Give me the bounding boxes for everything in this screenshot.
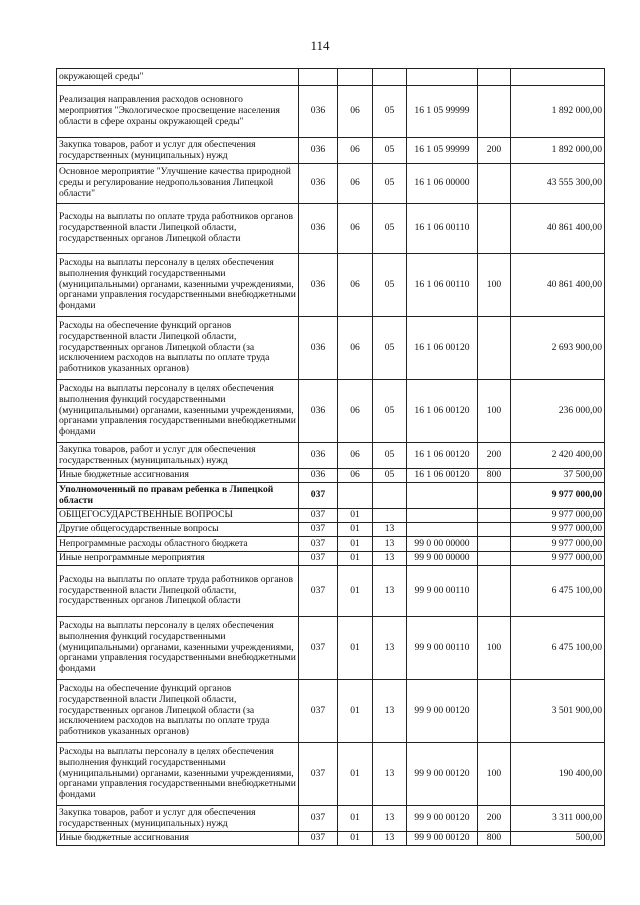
cell-section: 06 — [338, 138, 373, 164]
cell-name: Расходы на обеспечение функций органов государственной власти Липецкой области, государственных органов Липецкой области (за исключением расходов на выплаты по оплате труда работников указанных органов) — [57, 680, 299, 743]
cell-name: Иные бюджетные ассигнования — [57, 469, 299, 483]
cell-sum: 9 977 000,00 — [511, 523, 605, 537]
cell-subsection: 13 — [373, 743, 407, 806]
cell-code: 036 — [299, 469, 338, 483]
cell-name: Расходы на выплаты персоналу в целях обеспечения выполнения функций государственными (муниципальными) органами, казенными учреждениями, органами управления государственными внебюджетными фондами — [57, 617, 299, 680]
cell-subsection: 05 — [373, 138, 407, 164]
cell-section — [338, 483, 373, 509]
table-row — [57, 552, 605, 566]
cell-article: 99 9 00 00110 — [407, 617, 478, 680]
cell-section: 06 — [338, 164, 373, 204]
cell-sum: 190 400,00 — [511, 743, 605, 806]
cell-code: 036 — [299, 204, 338, 254]
cell-expense-type — [478, 566, 511, 617]
cell-article — [407, 483, 478, 509]
cell-expense-type: 800 — [478, 469, 511, 483]
cell-section — [338, 69, 373, 86]
cell-sum: 500,00 — [511, 832, 605, 846]
cell-section: 06 — [338, 204, 373, 254]
cell-article — [407, 523, 478, 537]
cell-sum: 2 420 400,00 — [511, 443, 605, 469]
cell-name: Закупка товаров, работ и услуг для обеспечения государственных (муниципальных) нужд — [57, 443, 299, 469]
cell-subsection — [373, 509, 407, 523]
cell-name: Иные непрограммные мероприятия — [57, 552, 299, 566]
cell-code: 037 — [299, 806, 338, 832]
cell-name: Закупка товаров, работ и услуг для обеспечения государственных (муниципальных) нужд — [57, 806, 299, 832]
cell-expense-type: 200 — [478, 443, 511, 469]
cell-sum: 2 693 900,00 — [511, 317, 605, 380]
cell-code: 037 — [299, 743, 338, 806]
cell-code: 037 — [299, 566, 338, 617]
cell-article: 99 0 00 00000 — [407, 537, 478, 552]
cell-subsection: 13 — [373, 806, 407, 832]
cell-section: 01 — [338, 566, 373, 617]
cell-expense-type — [478, 69, 511, 86]
cell-sum: 1 892 000,00 — [511, 86, 605, 138]
cell-section: 06 — [338, 317, 373, 380]
cell-section: 01 — [338, 743, 373, 806]
cell-code: 036 — [299, 138, 338, 164]
page-number: 114 — [310, 38, 330, 53]
cell-article: 16 1 05 99999 — [407, 138, 478, 164]
table-row — [57, 806, 605, 832]
cell-name: Уполномоченный по правам ребенка в Липецкой области — [57, 483, 299, 509]
cell-code: 037 — [299, 680, 338, 743]
cell-expense-type: 100 — [478, 743, 511, 806]
cell-code: 037 — [299, 537, 338, 552]
cell-name: Расходы на выплаты персоналу в целях обеспечения выполнения функций государственными (муниципальными) органами, казенными учреждениями, органами управления государственными внебюджетными фондами — [57, 380, 299, 443]
cell-subsection — [373, 483, 407, 509]
cell-subsection: 05 — [373, 164, 407, 204]
cell-subsection: 05 — [373, 317, 407, 380]
cell-expense-type — [478, 552, 511, 566]
cell-expense-type: 100 — [478, 254, 511, 317]
cell-code: 036 — [299, 380, 338, 443]
cell-article: 99 9 00 00000 — [407, 552, 478, 566]
cell-article: 99 9 00 00120 — [407, 806, 478, 832]
table-row — [57, 537, 605, 552]
cell-expense-type — [478, 483, 511, 509]
cell-section: 01 — [338, 552, 373, 566]
table-row — [57, 680, 605, 743]
cell-sum — [511, 69, 605, 86]
cell-expense-type: 200 — [478, 806, 511, 832]
cell-code: 037 — [299, 509, 338, 523]
cell-section: 06 — [338, 380, 373, 443]
cell-name: Другие общегосударственные вопросы — [57, 523, 299, 537]
cell-subsection: 05 — [373, 254, 407, 317]
cell-section: 06 — [338, 254, 373, 317]
cell-subsection: 13 — [373, 566, 407, 617]
cell-subsection: 05 — [373, 86, 407, 138]
cell-subsection: 13 — [373, 680, 407, 743]
table-row — [57, 443, 605, 469]
cell-article: 16 1 05 99999 — [407, 86, 478, 138]
cell-subsection: 13 — [373, 537, 407, 552]
table-row — [57, 523, 605, 537]
table-row — [57, 254, 605, 317]
cell-expense-type — [478, 537, 511, 552]
cell-expense-type — [478, 317, 511, 380]
cell-sum: 1 892 000,00 — [511, 138, 605, 164]
cell-article: 16 1 06 00120 — [407, 469, 478, 483]
cell-expense-type — [478, 204, 511, 254]
cell-code: 037 — [299, 617, 338, 680]
cell-name: Реализация направления расходов основного мероприятия "Экологическое просвещение населения области в сфере охраны окружающей среды" — [57, 86, 299, 138]
cell-code: 037 — [299, 832, 338, 846]
cell-expense-type: 200 — [478, 138, 511, 164]
table-row — [57, 317, 605, 380]
cell-code: 037 — [299, 483, 338, 509]
cell-code: 036 — [299, 254, 338, 317]
table-row — [57, 483, 605, 509]
cell-sum: 3 311 000,00 — [511, 806, 605, 832]
cell-code: 036 — [299, 86, 338, 138]
cell-expense-type — [478, 164, 511, 204]
cell-sum: 9 977 000,00 — [511, 509, 605, 523]
cell-name: Закупка товаров, работ и услуг для обеспечения государственных (муниципальных) нужд — [57, 138, 299, 164]
cell-code: 037 — [299, 552, 338, 566]
cell-section: 06 — [338, 469, 373, 483]
table-row — [57, 380, 605, 443]
cell-sum: 6 475 100,00 — [511, 566, 605, 617]
cell-code: 036 — [299, 443, 338, 469]
cell-section: 06 — [338, 86, 373, 138]
cell-name: Иные бюджетные ассигнования — [57, 832, 299, 846]
cell-article — [407, 509, 478, 523]
cell-section: 01 — [338, 509, 373, 523]
cell-name: Непрограммные расходы областного бюджета — [57, 537, 299, 552]
budget-table — [56, 68, 605, 846]
cell-sum: 9 977 000,00 — [511, 552, 605, 566]
cell-section: 06 — [338, 443, 373, 469]
cell-code: 036 — [299, 164, 338, 204]
cell-name: Расходы на выплаты персоналу в целях обеспечения выполнения функций государственными (муниципальными) органами, казенными учреждениями, органами управления государственными внебюджетными фондами — [57, 254, 299, 317]
cell-name: окружающей среды" — [57, 69, 299, 86]
cell-subsection: 13 — [373, 832, 407, 846]
cell-sum: 43 555 300,00 — [511, 164, 605, 204]
cell-sum: 6 475 100,00 — [511, 617, 605, 680]
cell-expense-type — [478, 86, 511, 138]
table-row — [57, 566, 605, 617]
cell-section: 01 — [338, 832, 373, 846]
table-row — [57, 86, 605, 138]
cell-expense-type: 100 — [478, 380, 511, 443]
cell-subsection — [373, 69, 407, 86]
cell-subsection: 13 — [373, 617, 407, 680]
table-row — [57, 509, 605, 523]
cell-code — [299, 69, 338, 86]
cell-expense-type — [478, 523, 511, 537]
cell-article: 99 9 00 00110 — [407, 566, 478, 617]
cell-name: Расходы на выплаты по оплате труда работников органов государственной власти Липецкой области, государственных органов Липецкой области — [57, 566, 299, 617]
cell-sum: 37 500,00 — [511, 469, 605, 483]
cell-article: 16 1 06 00110 — [407, 204, 478, 254]
cell-expense-type — [478, 509, 511, 523]
cell-name: Расходы на выплаты персоналу в целях обеспечения выполнения функций государственными (муниципальными) органами, казенными учреждениями, органами управления государственными внебюджетными фондами — [57, 743, 299, 806]
table-row — [57, 138, 605, 164]
cell-sum: 3 501 900,00 — [511, 680, 605, 743]
table-row — [57, 69, 605, 86]
table-row — [57, 204, 605, 254]
cell-section: 01 — [338, 806, 373, 832]
cell-expense-type — [478, 680, 511, 743]
table-row — [57, 164, 605, 204]
table-body — [57, 69, 605, 846]
cell-subsection: 05 — [373, 443, 407, 469]
cell-sum: 236 000,00 — [511, 380, 605, 443]
cell-expense-type: 800 — [478, 832, 511, 846]
table-row — [57, 832, 605, 846]
cell-article: 99 9 00 00120 — [407, 680, 478, 743]
cell-article: 16 1 06 00110 — [407, 254, 478, 317]
cell-sum: 9 977 000,00 — [511, 537, 605, 552]
cell-expense-type: 100 — [478, 617, 511, 680]
cell-article: 16 1 06 00120 — [407, 380, 478, 443]
cell-name: ОБЩЕГОСУДАРСТВЕННЫЕ ВОПРОСЫ — [57, 509, 299, 523]
table-row — [57, 743, 605, 806]
cell-code: 036 — [299, 317, 338, 380]
cell-subsection: 13 — [373, 552, 407, 566]
cell-subsection: 05 — [373, 204, 407, 254]
cell-name: Расходы на обеспечение функций органов государственной власти Липецкой области, государственных органов Липецкой области (за исключением расходов на выплаты по оплате труда работников указанных органов) — [57, 317, 299, 380]
cell-section: 01 — [338, 523, 373, 537]
cell-article — [407, 69, 478, 86]
cell-section: 01 — [338, 617, 373, 680]
cell-name: Расходы на выплаты по оплате труда работников органов государственной власти Липецкой области, государственных органов Липецкой области — [57, 204, 299, 254]
cell-article: 16 1 06 00120 — [407, 317, 478, 380]
cell-article: 16 1 06 00120 — [407, 443, 478, 469]
cell-subsection: 05 — [373, 469, 407, 483]
cell-sum: 40 861 400,00 — [511, 204, 605, 254]
cell-article: 16 1 06 00000 — [407, 164, 478, 204]
cell-article: 99 9 00 00120 — [407, 743, 478, 806]
cell-subsection: 13 — [373, 523, 407, 537]
cell-subsection: 05 — [373, 380, 407, 443]
cell-sum: 40 861 400,00 — [511, 254, 605, 317]
table-row — [57, 469, 605, 483]
table-row — [57, 617, 605, 680]
cell-name: Основное мероприятие "Улучшение качества природной среды и регулирование недропользования Липецкой области" — [57, 164, 299, 204]
cell-sum: 9 977 000,00 — [511, 483, 605, 509]
cell-section: 01 — [338, 680, 373, 743]
cell-article: 99 9 00 00120 — [407, 832, 478, 846]
cell-section: 01 — [338, 537, 373, 552]
cell-code: 037 — [299, 523, 338, 537]
